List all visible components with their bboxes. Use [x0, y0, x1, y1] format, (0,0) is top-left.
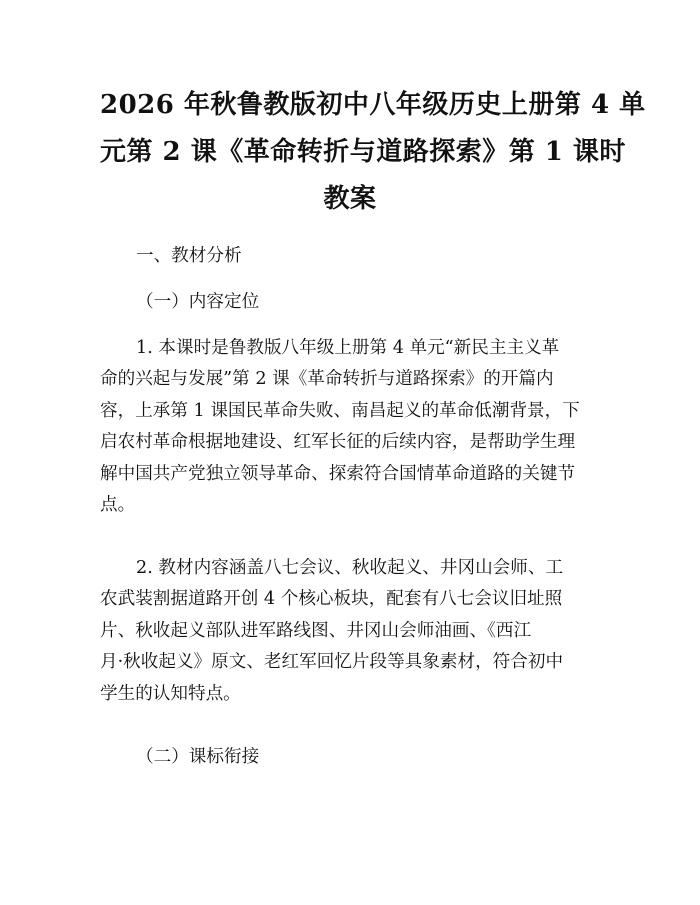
title-line: 2026 年秋鲁教版初中八年级历史上册第 4 单	[100, 90, 646, 120]
paragraph-line: 1. 本课时是鲁教版八年级上册第 4 单元“新民主主义革	[136, 338, 560, 358]
section-heading-materials-analysis: 一、教材分析	[136, 246, 242, 266]
subsection-heading-content-positioning: （一）内容定位	[136, 292, 260, 312]
paragraph-line: 学生的认知特点。	[100, 684, 241, 704]
paragraph-line: 点。	[100, 495, 136, 515]
paragraph-line: 启农村革命根据地建设、红军长征的后续内容，是帮助学生理	[100, 432, 576, 452]
title-line: 元第 2 课《革命转折与道路探索》第 1 课时	[100, 137, 626, 167]
paragraph-line: 片、秋收起义部队进军路线图、井冈山会师油画、《西江	[100, 621, 532, 641]
paragraph-line: 农武装割据道路开创 4 个核心板块，配套有八七会议旧址照	[100, 589, 563, 609]
document-title	[100, 82, 646, 223]
paragraph-line: 解中国共产党独立领导革命、探索符合国情革命道路的关键节	[100, 464, 576, 484]
subsection-heading-curriculum-alignment: （二）课标衔接	[136, 747, 260, 767]
paragraph-line: 2. 教材内容涵盖八七会议、秋收起义、井冈山会师、工	[136, 558, 564, 578]
paragraph-line: 容，上承第 1 课国民革命失败、南昌起义的革命低潮背景，下	[100, 401, 580, 421]
paragraph-line: 月·秋收起义》原文、老红军回忆片段等具象素材，符合初中	[100, 652, 564, 672]
paragraph-line: 命的兴起与发展”第 2 课《革命转折与道路探索》的开篇内	[100, 369, 554, 389]
title-line: 教案	[323, 184, 377, 214]
